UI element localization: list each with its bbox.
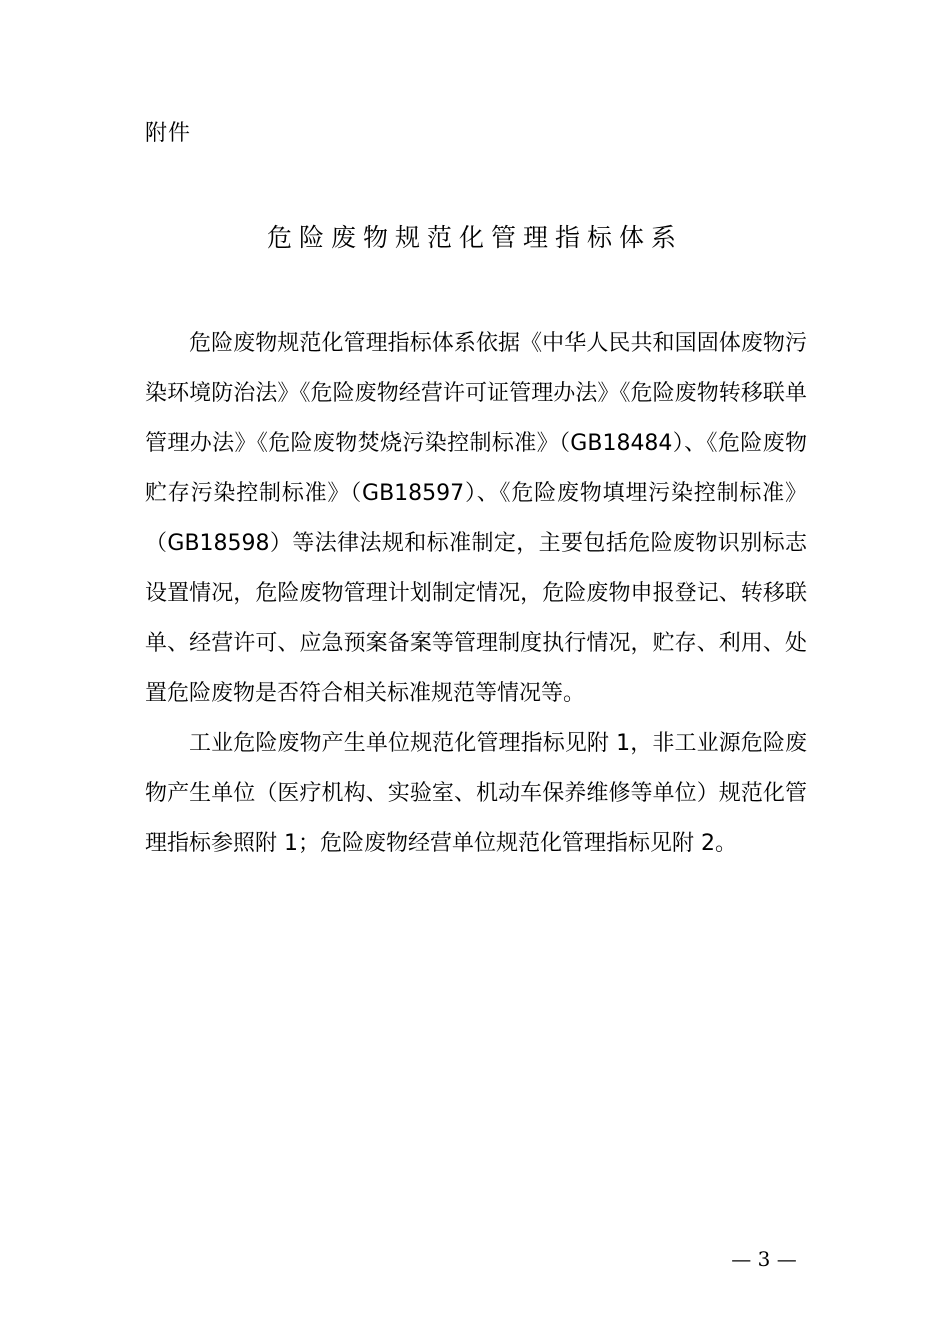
page-number: — 3 — [731,1247,797,1271]
document-title: 危险废物规范化管理指标体系 [266,223,683,252]
body-paragraph-1: 危险废物规范化管理指标体系依据《中华人民共和国固体废物污染环境防治法》《危险废物经营许可证管理办法》《危险废物转移联单管理办法》《危险废物焚烧污染控制标准》（GB18484）、《危险废物贮存污染控制标准》（GB18597）、《危险废物填埋污染控制标准》（GB18598）等法律法规和标准制定，主要包括危险废物识别标志设置情况，危险废物管理计划制定情况，危险废物申报登记、转移联单、经营许可、应急预案备案等管理制度执行情况，贮存、利用、处置危险废物是否符合相关标准规范等情况等。 [145,331,807,706]
attachment-label: 附件 [145,121,192,146]
body-paragraph-2: 工业危险废物产生单位规范化管理指标见附 1，非工业源危险废物产生单位（医疗机构、实验室、机动车保养维修等单位）规范化管理指标参照附 1；危险废物经营单位规范化管理指标见附 2。 [145,731,807,856]
document-body [145,319,807,869]
